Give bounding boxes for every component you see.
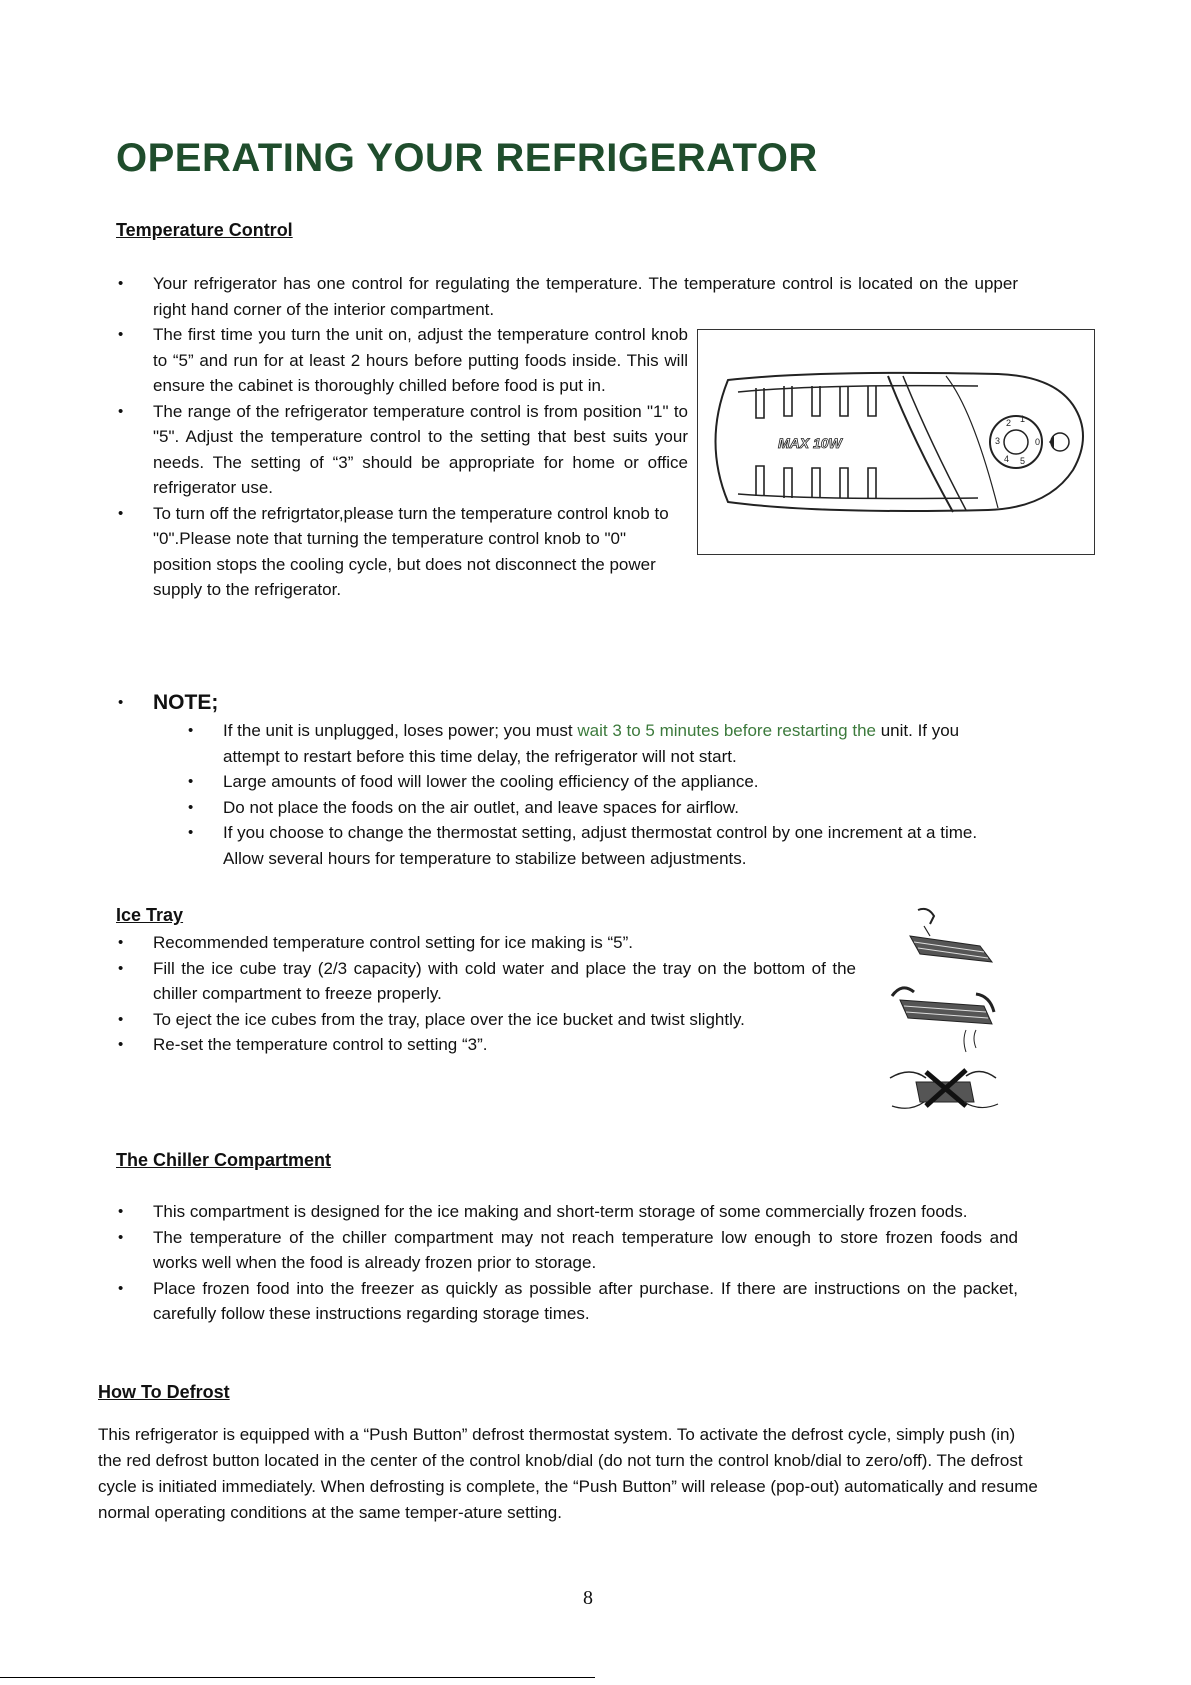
chiller-compartment-heading: The Chiller Compartment [116,1150,332,1170]
defrost-paragraph: This refrigerator is equipped with a “Push Button” defrost thermostat system. To activate the defrost cycle, simply push (in) the red defrost button located in the center of the control knob/dial (do not turn the control knob/dial to zero/off). The defrost cycle is initiated immediately. When defrosting is complete, the “Push Button” will release (pop-out) automatically and resume normal operating conditions at the same temper-ature setting. [98,1425,1038,1522]
note-section [118,690,1018,717]
ice-tray-list [118,930,856,1058]
chiller-compartment-list [118,1199,1018,1327]
list-item: • Do not place the foods on the air outlet, and leave spaces for airflow. [188,795,1008,821]
ice-tray-wrong-icon [890,1070,998,1108]
dial-number: 2 [1006,418,1012,428]
list-item: • The temperature of the chiller compartment may not reach temperature low enough to store frozen foods and works well when the food is already frozen prior to storage. [118,1225,1018,1276]
list-item: • The first time you turn the unit on, adjust the temperature control knob to “5” and run for at least 2 hours before putting foods inside. This will ensure the cabinet is thoroughly chilled before food is put in. [118,322,688,399]
list-item: • To turn off the refrigrtator,please turn the temperature control knob to "0".Please note that turning the temperature control knob to "0" position stops the cooling cycle, but does not disconnect the power supply to the refrigerator. [118,501,688,603]
list-item: • To eject the ice cubes from the tray, place over the ice bucket and twist slightly. [118,1007,856,1033]
note-highlight: wait 3 to 5 minutes before restarting the [577,721,876,740]
temperature-control-list [118,322,688,603]
ice-tray-twist-icon [892,988,994,1052]
page-title: OPERATING YOUR REFRIGERATOR [116,136,818,180]
dial-number: 5 [1020,456,1026,466]
list-item: • The range of the refrigerator temperature control is from position "1" to "5". Adjust the temperature control to the setting that best suits your needs. The setting of “3” should be appropriate for home or office refrigerator use. [118,399,688,501]
note-title: NOTE; [153,691,219,714]
dial-number: 4 [1004,454,1010,464]
list-item: • Your refrigerator has one control for regulating the temperature. The temperature control is located on the upper right hand corner of the interior compartment. [118,271,1018,322]
list-item: • Recommended temperature control setting for ice making is “5”. [118,930,856,956]
list-item: • Re-set the temperature control to setting “3”. [118,1032,856,1058]
ice-tray-heading: Ice Tray [116,905,184,925]
temperature-control-figure [697,329,1095,555]
note-list [188,718,1008,871]
temperature-control-heading: Temperature Control [116,220,293,240]
dial-number: 0 [1035,437,1041,447]
temperature-control-list-top [118,271,1018,322]
dial-number: 3 [995,436,1001,446]
list-item [188,718,1008,769]
max-wattage-label: MAX 10W [778,435,842,451]
list-item: • Large amounts of food will lower the cooling efficiency of the appliance. [188,769,1008,795]
ice-tray-fill-icon [910,909,992,962]
page-number: 8 [583,1587,593,1609]
dial-number: 1 [1020,414,1026,424]
list-item: • If you choose to change the thermostat setting, adjust thermostat control by one increment at a time. Allow several hours for temperature to stabilize between adjustments. [188,820,1008,871]
footer-divider [0,1677,595,1678]
list-item: • Fill the ice cube tray (2/3 capacity) with cold water and place the tray on the bottom of the chiller compartment to freeze properly. [118,956,856,1007]
ice-tray-illustration [880,906,1010,1121]
how-to-defrost-heading: How To Defrost [98,1382,230,1402]
note-text: If the unit is unplugged, loses power; you must [223,721,578,740]
list-item: • This compartment is designed for the ice making and short-term storage of some commercially frozen foods. [118,1199,1018,1225]
note-item [118,690,1018,717]
list-item: • Place frozen food into the freezer as quickly as possible after purchase. If there are instructions on the packet, carefully follow these instructions regarding storage times. [118,1276,1018,1327]
control-panel-illustration [698,330,1094,554]
note-text: unit. If you attempt to restart before this time delay, the refrigerator will not start. [223,721,960,766]
